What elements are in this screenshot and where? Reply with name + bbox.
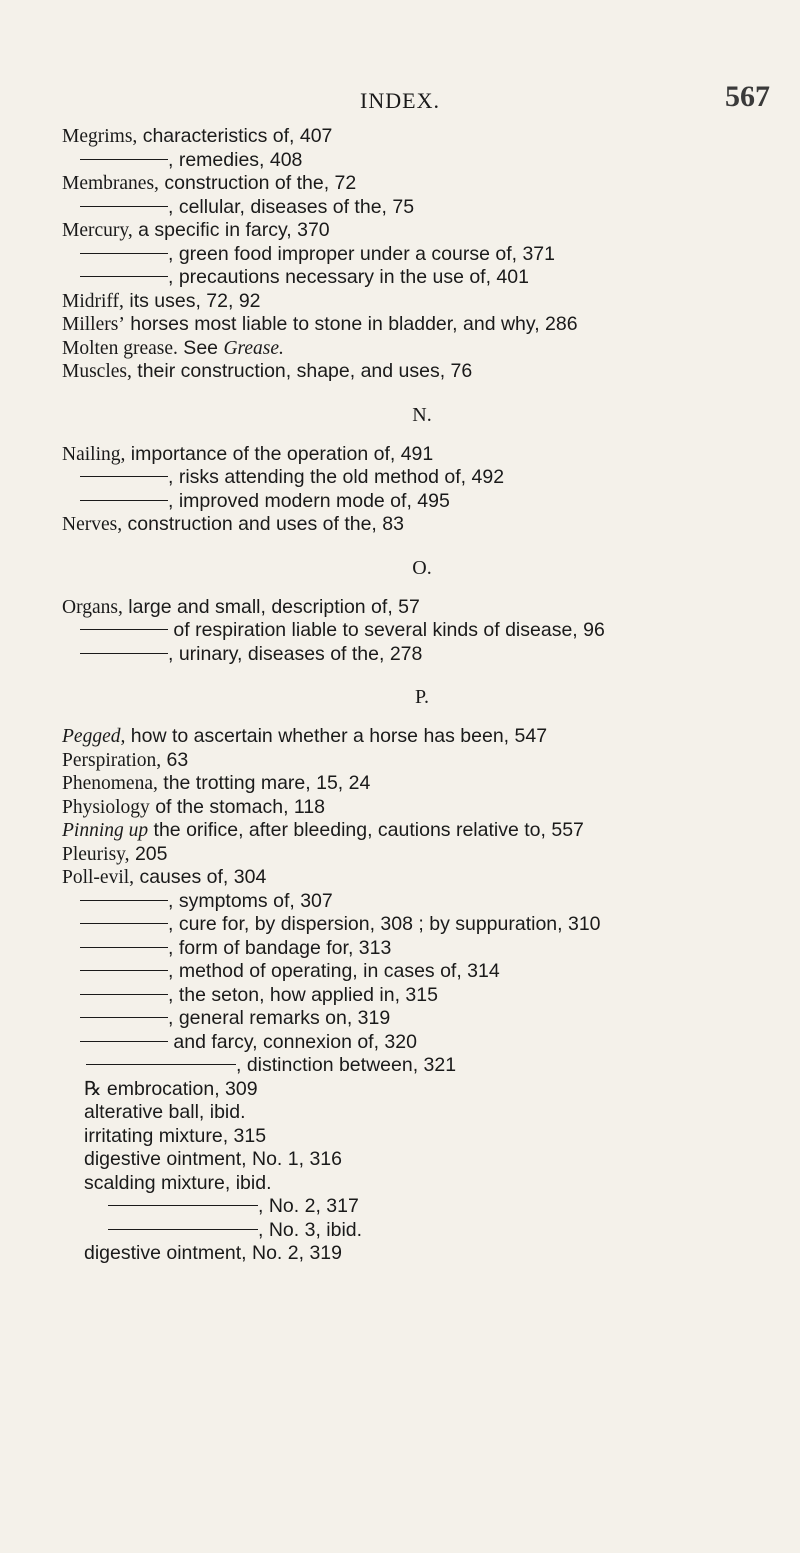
entry-text: and farcy, connexion of, 320 (168, 1030, 417, 1053)
entry-heading: Pinning up (62, 820, 149, 841)
entry-text: , green food improper under a course of, 371 (168, 242, 555, 265)
entry-text: , risks attending the old method of, 492 (168, 466, 505, 488)
index-entry (62, 513, 782, 537)
entry-text: ℞ embrocation, 309 (84, 1077, 258, 1100)
entry-text: causes of, 304 (134, 866, 267, 888)
index-entry (62, 337, 782, 361)
index-entry (62, 466, 782, 490)
entry-text: alterative ball, ibid. (84, 1101, 246, 1123)
index-entry (62, 196, 782, 220)
entry-text: scalding mixture, ibid. (84, 1171, 272, 1194)
ditto-dash (80, 923, 168, 924)
entry-text: , No. 3, ibid. (258, 1218, 363, 1241)
ditto-dash (108, 1229, 258, 1230)
entry-text: , urinary, diseases of the, 278 (168, 642, 423, 665)
index-entry (84, 1078, 782, 1102)
index-entry (62, 219, 782, 243)
entry-text: , general remarks on, 319 (168, 1007, 391, 1029)
entry-heading: Muscles, (62, 361, 132, 382)
entry-text: their construction, shape, and uses, 76 (131, 360, 473, 382)
section-p (62, 725, 782, 1078)
ditto-dash (80, 476, 168, 477)
ditto-dash (108, 1205, 258, 1206)
index-entry (84, 1125, 782, 1149)
entry-heading: Membranes, (62, 173, 159, 194)
entry-heading: Nailing, (62, 443, 126, 465)
index-entry (84, 1101, 782, 1125)
index-entry (62, 1031, 782, 1055)
index-entry (62, 984, 782, 1008)
entry-heading: Phenomena, (62, 773, 158, 794)
entry-text: large and small, description of, 57 (122, 595, 420, 618)
index-entry (84, 1219, 782, 1243)
entry-text: , cure for, by dispersion, 308 ; by suppuration, 310 (168, 913, 601, 935)
entry-text: irritating mixture, 315 (84, 1124, 267, 1147)
ditto-dash (80, 1017, 168, 1018)
entry-heading: Perspiration, (62, 749, 162, 771)
entry-text: of the stomach, 118 (149, 795, 326, 818)
entry-heading: Pegged, (62, 726, 126, 747)
ditto-dash (80, 970, 168, 971)
entry-text: of respiration liable to several kinds of disease, 96 (168, 619, 605, 641)
entry-text: 63 (161, 748, 189, 771)
entry-text: , method of operating, in cases of, 314 (168, 960, 500, 982)
entry-text: , improved modern mode of, 495 (168, 489, 450, 512)
entry-text: , form of bandage for, 313 (168, 936, 392, 959)
index-entry (62, 149, 782, 173)
index-entry (62, 866, 782, 890)
index-entry (62, 937, 782, 961)
entry-text: characteristics of, 407 (137, 125, 333, 147)
ditto-dash (80, 276, 168, 277)
index-entry (84, 1195, 782, 1219)
ditto-dash (80, 629, 168, 630)
entry-text: the trotting mare, 15, 24 (157, 772, 371, 794)
entry-text: , precautions necessary in the use of, 401 (168, 266, 529, 288)
index-entry (62, 290, 782, 314)
entry-text: horses most liable to stone in bladder, and why, 286 (124, 313, 578, 335)
letter-heading-p: P. (415, 686, 429, 708)
index-entry (62, 172, 782, 196)
entry-heading: Pleurisy, (62, 843, 130, 865)
entry-heading: Mercury, (62, 220, 133, 241)
section-m (62, 125, 782, 384)
index-entry (62, 960, 782, 984)
entry-text: , symptoms of, 307 (168, 889, 333, 912)
entry-text: how to ascertain whether a horse has been, 547 (125, 725, 548, 747)
section-n (62, 443, 782, 537)
index-entry (62, 619, 782, 643)
entry-heading: Nerves, (62, 514, 123, 535)
entry-heading: Molten grease. (62, 337, 178, 359)
letter-heading-o: O. (412, 556, 432, 579)
entry-heading: Organs, (62, 596, 123, 618)
index-entry (62, 725, 782, 749)
index-entry (62, 796, 782, 820)
index-entry (62, 843, 782, 867)
index-content (62, 125, 782, 1266)
index-entry (62, 1007, 782, 1031)
section-o (62, 596, 782, 667)
entry-heading: Midriff, (62, 290, 124, 312)
index-entry (62, 125, 782, 149)
entry-text: , remedies, 408 (168, 148, 303, 171)
ditto-dash (80, 500, 168, 501)
entry-heading: Millers’ (62, 314, 125, 335)
index-entry (62, 913, 782, 937)
index-entry (62, 243, 782, 267)
ditto-dash (80, 900, 168, 901)
index-entry (62, 819, 782, 843)
entry-text: , the seton, how applied in, 315 (168, 983, 438, 1006)
index-entry (62, 443, 782, 467)
entry-text: construction and uses of the, 83 (122, 513, 404, 535)
index-entry (84, 1172, 782, 1196)
entry-text: 205 (129, 842, 168, 865)
index-entry (62, 266, 782, 290)
index-entry (84, 1242, 782, 1266)
section-p-prescriptions (62, 1078, 782, 1266)
entry-text: , cellular, diseases of the, 75 (168, 195, 415, 218)
index-entry (62, 596, 782, 620)
ditto-dash (80, 159, 168, 160)
ditto-dash (80, 253, 168, 254)
page-number: 567 (725, 80, 770, 113)
entry-text: , No. 2, 317 (258, 1195, 359, 1217)
index-entry (62, 1054, 782, 1078)
index-entry (62, 643, 782, 667)
entry-cross-reference: Grease. (223, 337, 284, 359)
entry-text: , distinction between, 321 (236, 1054, 457, 1076)
letter-heading-n: N. (412, 403, 432, 426)
index-entry (62, 313, 782, 337)
entry-text: a specific in farcy, 370 (132, 219, 330, 241)
entry-text: its uses, 72, 92 (123, 289, 261, 312)
ditto-dash (80, 206, 168, 207)
index-entry (62, 490, 782, 514)
entry-heading: Megrims, (62, 126, 138, 147)
ditto-dash (80, 947, 168, 948)
index-entry (62, 749, 782, 773)
entry-text: See (177, 336, 224, 359)
index-entry (84, 1148, 782, 1172)
ditto-dash (80, 994, 168, 995)
header-title: INDEX. (360, 88, 440, 113)
ditto-dash (86, 1064, 236, 1065)
entry-text: the orifice, after bleeding, cautions relative to, 557 (148, 819, 584, 841)
index-entry (62, 360, 782, 384)
entry-heading: Physiology (62, 796, 150, 818)
index-entry (62, 772, 782, 796)
entry-text: digestive ointment, No. 1, 316 (84, 1148, 342, 1170)
entry-text: digestive ointment, No. 2, 319 (84, 1242, 342, 1264)
entry-text: importance of the operation of, 491 (125, 442, 434, 465)
index-entry (62, 890, 782, 914)
entry-heading: Poll-evil, (62, 867, 135, 888)
ditto-dash (80, 653, 168, 654)
ditto-dash (80, 1041, 168, 1042)
entry-text: construction of the, 72 (158, 172, 357, 194)
